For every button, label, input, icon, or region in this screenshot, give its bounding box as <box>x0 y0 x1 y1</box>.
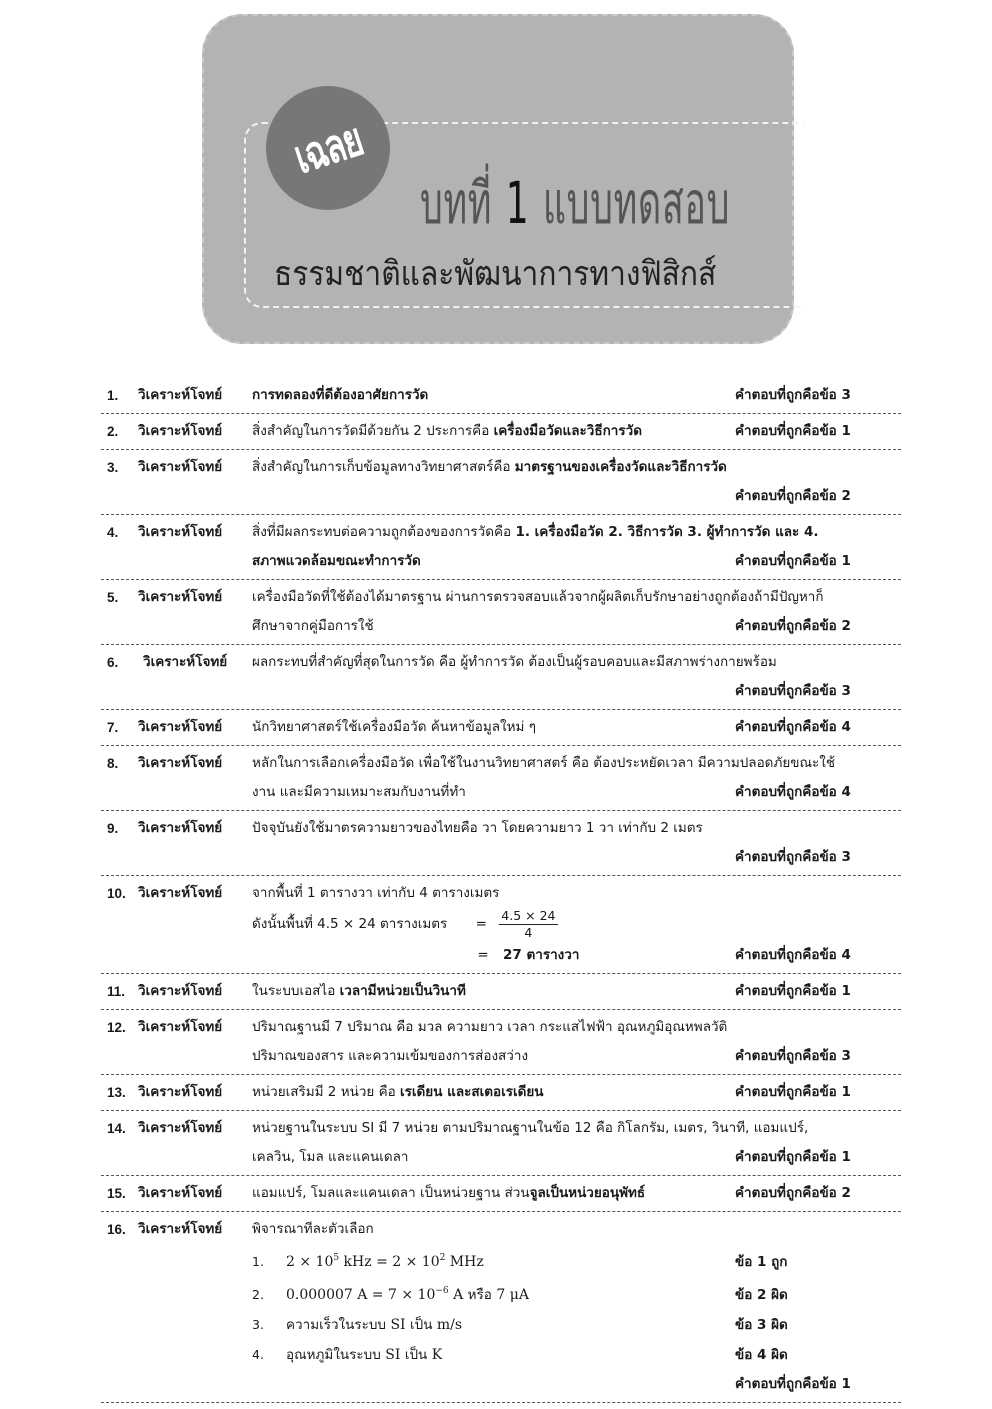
item-text: ปริมาณฐานมี 7 ปริมาณ คือ มวล ความยาว เวลา กระแสไฟฟ้า อุณหภูมิอุณหพลวัติ <box>252 1019 728 1035</box>
expr-part: เป็น <box>404 1347 428 1363</box>
option-text <box>286 1311 735 1340</box>
item-number: 9. <box>107 821 119 836</box>
exponent: 5 <box>333 1253 340 1263</box>
item-number: 11. <box>107 984 126 999</box>
expr-part: kHz = 2 × 10 <box>339 1254 440 1270</box>
expr-part: หรือ <box>467 1287 492 1303</box>
answer-item <box>101 1212 901 1403</box>
exponent: 2 <box>439 1253 446 1263</box>
correct-answer: คำตอบที่ถูกคือข้อ 1 <box>735 1084 851 1100</box>
numerator: 4.5 × 24 <box>501 908 556 923</box>
item-text: ศึกษาจากคู่มือการใช้ <box>252 618 374 634</box>
item-tag: วิเคราะห์โจทย์ <box>138 719 223 735</box>
item-tag: วิเคราะห์โจทย์ <box>138 885 223 901</box>
item-text-bold: 1. เครื่องมือวัด 2. วิธีการวัด 3. ผู้ทำการวัด และ 4. <box>515 524 819 540</box>
item-text-bold: เรเดียน และสเตอเรเดียน <box>400 1084 544 1100</box>
item-tag: วิเคราะห์โจทย์ <box>138 820 223 836</box>
expr-part: ความเร็วในระบบ <box>286 1317 386 1333</box>
equals-sign: = <box>475 916 487 932</box>
expr-part: A <box>448 1287 468 1303</box>
answer-item <box>101 414 901 450</box>
chapter-number: 1 <box>505 169 530 237</box>
correct-answer: คำตอบที่ถูกคือข้อ 4 <box>735 947 851 963</box>
answer-key-badge <box>266 86 390 210</box>
expr-part: อุณหภูมิในระบบ <box>286 1347 381 1363</box>
correct-answer: คำตอบที่ถูกคือข้อ 1 <box>735 423 851 439</box>
item-number: 16. <box>107 1222 126 1237</box>
item-number: 5. <box>107 590 119 605</box>
item-tag: วิเคราะห์โจทย์ <box>138 387 223 403</box>
correct-answer: คำตอบที่ถูกคือข้อ 2 <box>735 488 851 504</box>
answer-list <box>101 378 901 1403</box>
item-text: ปัจจุบันยังใช้มาตรความยาวของไทยคือ วา โดยความยาว 1 วา เท่ากับ 2 เมตร <box>252 820 703 836</box>
denominator: 4 <box>524 925 533 940</box>
item-text-bold: การทดลองที่ดีต้องอาศัยการวัด <box>252 387 429 403</box>
item-text-bold: เครื่องมือวัดและวิธีการวัด <box>493 423 642 439</box>
answer-item <box>101 746 901 811</box>
item-number: 15. <box>107 1186 126 1201</box>
option-text <box>286 1277 735 1310</box>
answer-item <box>101 974 901 1010</box>
item-tag: วิเคราะห์โจทย์ <box>138 1185 223 1201</box>
correct-answer: คำตอบที่ถูกคือข้อ 4 <box>735 784 851 800</box>
item-text: หน่วยฐานในระบบ SI มี 7 หน่วย ตามปริมาณฐานในข้อ 12 คือ กิโลกรัม, เมตร, วินาที, แอมแปร์, <box>252 1120 809 1136</box>
correct-answer: คำตอบที่ถูกคือข้อ 3 <box>735 387 851 403</box>
item-tag: วิเคราะห์โจทย์ <box>138 1084 223 1100</box>
answer-item <box>101 1010 901 1075</box>
item-tag: วิเคราะห์โจทย์ <box>138 1120 223 1136</box>
equals-sign: = <box>477 947 489 963</box>
item-tag: วิเคราะห์โจทย์ <box>138 755 223 771</box>
item-text: สิ่งสำคัญในการเก็บข้อมูลทางวิทยาศาสตร์คือ <box>252 459 515 475</box>
calc-result: 27 ตารางวา <box>503 947 580 963</box>
item-text: หลักในการเลือกเครื่องมือวัด เพื่อใช้ในงานวิทยาศาสตร์ คือ ต้องประหยัดเวลา มีความปลอดภัยขณะใช้ <box>252 755 836 771</box>
correct-answer: คำตอบที่ถูกคือข้อ 1 <box>735 553 851 569</box>
correct-answer: คำตอบที่ถูกคือข้อ 2 <box>735 1185 851 1201</box>
item-text: พิจารณาทีละตัวเลือก <box>252 1221 374 1237</box>
expr-part: เป็น <box>410 1317 433 1333</box>
expr-part: SI <box>380 1347 405 1363</box>
option-result: ข้อ 2 ผิด <box>735 1287 788 1303</box>
correct-answer: คำตอบที่ถูกคือข้อ 1 <box>735 1376 851 1392</box>
item-text: จากพื้นที่ 1 ตารางวา เท่ากับ 4 ตารางเมตร <box>252 885 500 901</box>
item-text: งาน และมีความเหมาะสมกับงานที่ทำ <box>252 784 466 800</box>
answer-item <box>101 580 901 645</box>
chapter-banner <box>202 14 794 344</box>
item-number: 13. <box>107 1085 126 1100</box>
item-text: ในระบบเอสไอ <box>252 983 340 999</box>
answer-item <box>101 1075 901 1111</box>
calculation <box>252 908 901 941</box>
option-result: ข้อ 1 ถูก <box>735 1254 788 1270</box>
item-number: 4. <box>107 525 119 540</box>
option-text <box>286 1341 735 1370</box>
option-number: 4. <box>252 1347 264 1362</box>
item-tag: วิเคราะห์โจทย์ <box>143 654 228 670</box>
chapter-subtitle: ธรรมชาติและพัฒนาการทางฟิสิกส์ <box>274 254 717 294</box>
correct-answer: คำตอบที่ถูกคือข้อ 3 <box>735 683 851 699</box>
option-text <box>286 1244 735 1277</box>
option-row <box>252 1310 901 1340</box>
item-text-bold: เวลามีหน่วยเป็นวินาที <box>339 983 466 999</box>
chapter-title <box>420 156 730 249</box>
item-number: 14. <box>107 1121 126 1136</box>
item-number: 1. <box>107 388 119 403</box>
item-tag: วิเคราะห์โจทย์ <box>138 1221 223 1237</box>
option-result: ข้อ 3 ผิด <box>735 1317 788 1333</box>
expr-part: MHz <box>445 1254 484 1270</box>
chapter-prefix: บทที่ <box>420 169 493 237</box>
item-number: 8. <box>107 756 119 771</box>
answer-item <box>101 710 901 746</box>
correct-answer: คำตอบที่ถูกคือข้อ 3 <box>735 849 851 865</box>
answer-item <box>101 378 901 414</box>
item-text: แอมแปร์, โมลและแคนเดลา เป็นหน่วยฐาน ส่วน <box>252 1185 530 1201</box>
item-text: ปริมาณของสาร และความเข้มของการส่องสว่าง <box>252 1048 529 1064</box>
item-text: หน่วยเสริมมี 2 หน่วย คือ <box>252 1084 401 1100</box>
item-tag: วิเคราะห์โจทย์ <box>138 589 223 605</box>
answer-item <box>101 1176 901 1212</box>
correct-answer: คำตอบที่ถูกคือข้อ 1 <box>735 983 851 999</box>
item-text: นักวิทยาศาสตร์ใช้เครื่องมือวัด ค้นหาข้อมูลใหม่ ๆ <box>252 719 536 735</box>
option-number: 2. <box>252 1287 264 1302</box>
answer-item <box>101 876 901 974</box>
option-row <box>252 1340 901 1370</box>
answer-item <box>101 1111 901 1176</box>
exponent: −6 <box>435 1286 449 1296</box>
option-row <box>252 1277 901 1310</box>
item-text: เครื่องมือวัดที่ใช้ต้องได้มาตรฐาน ผ่านการตรวจสอบแล้วจากผู้ผลิตเก็บรักษาอย่างถูกต้องถ้ามีปัญหาก็ <box>252 589 824 605</box>
item-number: 3. <box>107 460 119 475</box>
option-row <box>252 1244 901 1277</box>
correct-answer: คำตอบที่ถูกคือข้อ 1 <box>735 1149 851 1165</box>
item-text: เคลวิน, โมล และแคนเดลา <box>252 1149 409 1165</box>
expr-part: 0.000007 A = 7 × 10 <box>286 1287 436 1303</box>
item-number: 7. <box>107 720 119 735</box>
item-number: 6. <box>107 655 119 670</box>
item-text: สิ่งที่มีผลกระทบต่อความถูกต้องของการวัดคือ <box>252 524 516 540</box>
item-text-bold: สภาพแวดล้อมขณะทำการวัด <box>252 553 421 569</box>
item-tag: วิเคราะห์โจทย์ <box>138 423 223 439</box>
expr-part: 2 × 10 <box>286 1254 334 1270</box>
item-tag: วิเคราะห์โจทย์ <box>138 1019 223 1035</box>
item-text: สิ่งสำคัญในการวัดมีด้วยกัน 2 ประการคือ <box>252 423 494 439</box>
badge-label: เฉลย <box>287 111 369 184</box>
item-text-bold: มาตรฐานของเครื่องวัดและวิธีการวัด <box>514 459 727 475</box>
option-number: 3. <box>252 1317 264 1332</box>
answer-item <box>101 450 901 515</box>
correct-answer: คำตอบที่ถูกคือข้อ 4 <box>735 719 851 735</box>
expr-part: m/s <box>432 1317 463 1333</box>
item-text: ผลกระทบที่สำคัญที่สุดในการวัด คือ ผู้ทำการวัด ต้องเป็นผู้รอบคอบและมีสภาพร่างกายพร้อม <box>252 654 777 670</box>
expr-part: 7 μA <box>491 1287 529 1303</box>
correct-answer: คำตอบที่ถูกคือข้อ 3 <box>735 1048 851 1064</box>
fraction <box>499 908 557 941</box>
item-number: 10. <box>107 886 126 901</box>
answer-item <box>101 515 901 580</box>
item-tag: วิเคราะห์โจทย์ <box>138 524 223 540</box>
item-number: 2. <box>107 424 119 439</box>
expr-part: K <box>427 1347 443 1363</box>
correct-answer: คำตอบที่ถูกคือข้อ 2 <box>735 618 851 634</box>
expr-part: SI <box>386 1317 411 1333</box>
item-tag: วิเคราะห์โจทย์ <box>138 983 223 999</box>
chapter-suffix: แบบทดสอบ <box>542 169 731 237</box>
option-result: ข้อ 4 ผิด <box>735 1347 788 1363</box>
calc-left: ดังนั้นพื้นที่ 4.5 × 24 ตารางเมตร <box>252 916 448 932</box>
item-tag: วิเคราะห์โจทย์ <box>138 459 223 475</box>
item-number: 12. <box>107 1020 126 1035</box>
answer-item <box>101 645 901 710</box>
item-text-bold: จูลเป็นหน่วยอนุพัทธ์ <box>529 1185 646 1201</box>
option-number: 1. <box>252 1254 264 1269</box>
answer-item <box>101 811 901 876</box>
